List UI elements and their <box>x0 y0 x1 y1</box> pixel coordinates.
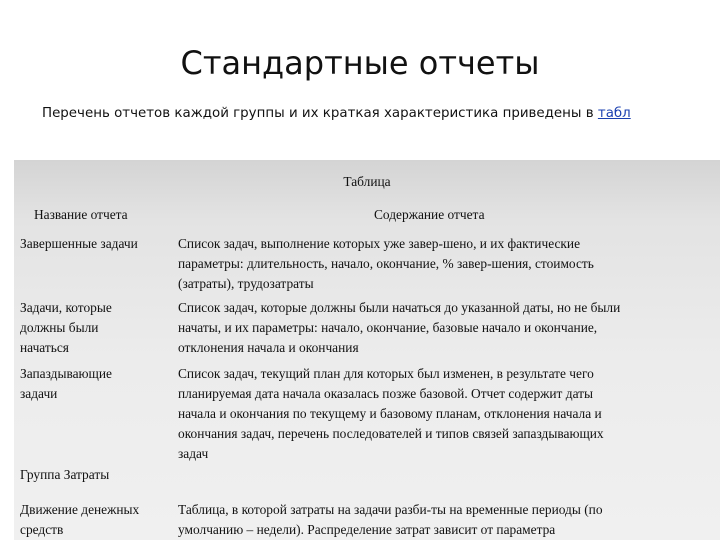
row-content-line: задач <box>178 446 209 461</box>
row-name-delayed-tasks <box>20 364 112 404</box>
row-content-line: начала и окончания по текущему и базовому планам, отклонения начала и <box>178 406 602 421</box>
row-name-line: начаться <box>20 340 69 355</box>
row-name-cash-flow <box>20 500 139 540</box>
row-name-line: Завершенные задачи <box>20 236 138 251</box>
row-content-line: умолчанию – недели). Распределение затрат зависит от параметра <box>178 522 556 537</box>
row-content-delayed-tasks <box>178 364 718 464</box>
row-content-line: Таблица, в которой затраты на задачи разби-ты на временные периоды (по <box>178 502 603 517</box>
column-header-content: Содержание отчета <box>374 207 485 222</box>
row-content-line: Список задач, текущий план для которых был изменен, в результате чего <box>178 366 594 381</box>
row-name-completed-tasks <box>20 234 138 254</box>
table-link[interactable]: табл <box>597 106 631 121</box>
subtitle-text: Перечень отчетов каждой группы и их краткая характеристика приведены в <box>42 106 598 121</box>
row-name-line: Задачи, которые <box>20 300 112 315</box>
row-content-line: окончания задач, перечень последователей и типов связей запаздывающих <box>178 426 604 441</box>
row-content-line: начаты, и их параметры: начало, окончание, базовые начало и окончание, <box>178 320 598 335</box>
row-name-line: Движение денежных <box>20 502 140 517</box>
row-content-line: (затраты), трудозатраты <box>178 276 314 291</box>
column-header-name: Название отчета <box>34 207 128 222</box>
row-content-completed-tasks <box>178 234 718 294</box>
report-table <box>14 160 720 540</box>
table-caption: Таблица <box>343 174 391 189</box>
slide-subtitle <box>42 106 712 121</box>
row-name-line: должны были <box>20 320 99 335</box>
row-content-line: планируемая дата начала оказалась позже базовой. Отчет содержит даты <box>178 386 594 401</box>
row-content-line: параметры: длительность, начало, окончание, % завер-шения, стоимость <box>178 256 594 271</box>
row-name-line: задачи <box>20 386 58 401</box>
group-label-costs: Группа Затраты <box>20 467 110 482</box>
row-content-line: Список задач, выполнение которых уже завер-шено, и их фактические <box>178 236 581 251</box>
row-name-should-have-started <box>20 298 112 358</box>
row-name-line: Запаздывающие <box>20 366 112 381</box>
row-content-line: отклонения начала и окончания <box>178 340 359 355</box>
row-name-line: средств <box>20 522 64 537</box>
slide-title: Стандартные отчеты <box>180 44 540 82</box>
row-content-line: Список задач, которые должны были начаться до указанной даты, но не были <box>178 300 621 315</box>
row-content-cash-flow <box>178 500 718 540</box>
row-content-should-have-started <box>178 298 718 358</box>
